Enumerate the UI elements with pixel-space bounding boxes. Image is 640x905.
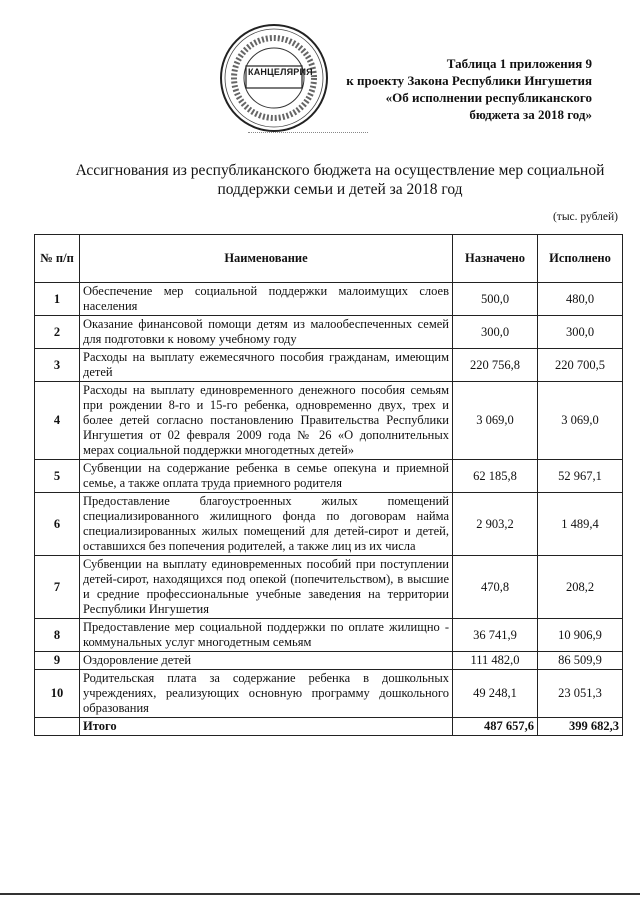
table-row: [35, 382, 623, 460]
row-planned: 220 756,8: [453, 349, 538, 382]
row-name: Расходы на выплату ежемесячного пособия гражданам, имеющим детей: [80, 349, 453, 382]
annex-header: [292, 55, 592, 123]
header-line: бюджета за 2018 год»: [469, 107, 592, 122]
header-planned: Назначено: [453, 235, 538, 283]
header-line: Таблица 1 приложения 9: [446, 56, 592, 71]
row-name: Предоставление мер социальной поддержки по оплате жилищно - коммунальных услуг многодетным семьям: [80, 619, 453, 652]
row-num: 10: [35, 670, 80, 718]
row-executed: 208,2: [538, 556, 623, 619]
row-planned: 49 248,1: [453, 670, 538, 718]
row-executed: 3 069,0: [538, 382, 623, 460]
row-planned: 111 482,0: [453, 652, 538, 670]
row-executed: 300,0: [538, 316, 623, 349]
total-num: [35, 718, 80, 736]
row-executed: 480,0: [538, 283, 623, 316]
row-name: Расходы на выплату единовременного денежного пособия семьям при рождении 8-го и 15-го ребенка, одновременно двух, трех и более детей согласно постановлению Правительства Республики Ингушетия от 02 февраля 2009 года № 26 «О дополнительных мерах социальной поддержки многодетных детей»: [80, 382, 453, 460]
header-num: № п/п: [35, 235, 80, 283]
row-name: Субвенции на выплату единовременных пособий при поступлении детей-сирот, находящихся под опекой (попечительством), в высшие и средние профессиональные учебные заведения на территории Республики Ингушетия: [80, 556, 453, 619]
row-name: Родительская плата за содержание ребенка в дошкольных учреждениях, реализующих основную программу дошкольного образования: [80, 670, 453, 718]
total-row: [35, 718, 623, 736]
table-row: [35, 652, 623, 670]
row-num: 3: [35, 349, 80, 382]
row-executed: 52 967,1: [538, 460, 623, 493]
stamp-text: КАНЦЕЛЯРИЯ: [248, 67, 313, 77]
row-planned: 3 069,0: [453, 382, 538, 460]
row-planned: 36 741,9: [453, 619, 538, 652]
row-executed: 23 051,3: [538, 670, 623, 718]
row-executed: 10 906,9: [538, 619, 623, 652]
header-name: Наименование: [80, 235, 453, 283]
total-executed: 399 682,3: [538, 718, 623, 736]
table-row: [35, 670, 623, 718]
units-label: (тыс. рублей): [552, 211, 618, 223]
header-executed: Исполнено: [538, 235, 623, 283]
table-row: [35, 493, 623, 556]
table-row: [35, 460, 623, 493]
row-executed: 86 509,9: [538, 652, 623, 670]
total-planned: 487 657,6: [453, 718, 538, 736]
allocations-table: [34, 234, 623, 736]
row-planned: 500,0: [453, 283, 538, 316]
row-num: 8: [35, 619, 80, 652]
row-executed: 1 489,4: [538, 493, 623, 556]
table-row: [35, 349, 623, 382]
header-line: к проекту Закона Республики Ингушетия: [346, 73, 592, 88]
row-executed: 220 700,5: [538, 349, 623, 382]
table-row: [35, 283, 623, 316]
document-title: Ассигнования из республиканского бюджета на осуществление мер социальной поддержки семьи и детей за 2018 год: [75, 162, 605, 198]
row-name: Оказание финансовой помощи детям из малообеспеченных семей для подготовки к новому учебному году: [80, 316, 453, 349]
row-planned: 2 903,2: [453, 493, 538, 556]
row-num: 2: [35, 316, 80, 349]
row-name: Оздоровление детей: [80, 652, 453, 670]
row-name: Обеспечение мер социальной поддержки малоимущих слоев населения: [80, 283, 453, 316]
row-num: 9: [35, 652, 80, 670]
table-row: [35, 619, 623, 652]
table-header-row: [35, 235, 623, 283]
row-name: Субвенции на содержание ребенка в семье опекуна и приемной семье, а также оплата труда приемного родителя: [80, 460, 453, 493]
table-row: [35, 556, 623, 619]
row-num: 5: [35, 460, 80, 493]
row-planned: 470,8: [453, 556, 538, 619]
bottom-edge-line: [0, 893, 640, 895]
divider: [248, 132, 368, 135]
row-num: 1: [35, 283, 80, 316]
header-line: «Об исполнении республиканского: [385, 90, 592, 105]
row-num: 6: [35, 493, 80, 556]
total-label: Итого: [80, 718, 453, 736]
row-name: Предоставление благоустроенных жилых помещений специализированного жилищного фонда по договорам найма специализированных жилых помещений для детей-сирот и детей, оставшихся без попечения родителей, а также лиц из их числа: [80, 493, 453, 556]
row-num: 7: [35, 556, 80, 619]
table-row: [35, 316, 623, 349]
row-planned: 300,0: [453, 316, 538, 349]
row-num: 4: [35, 382, 80, 460]
row-planned: 62 185,8: [453, 460, 538, 493]
